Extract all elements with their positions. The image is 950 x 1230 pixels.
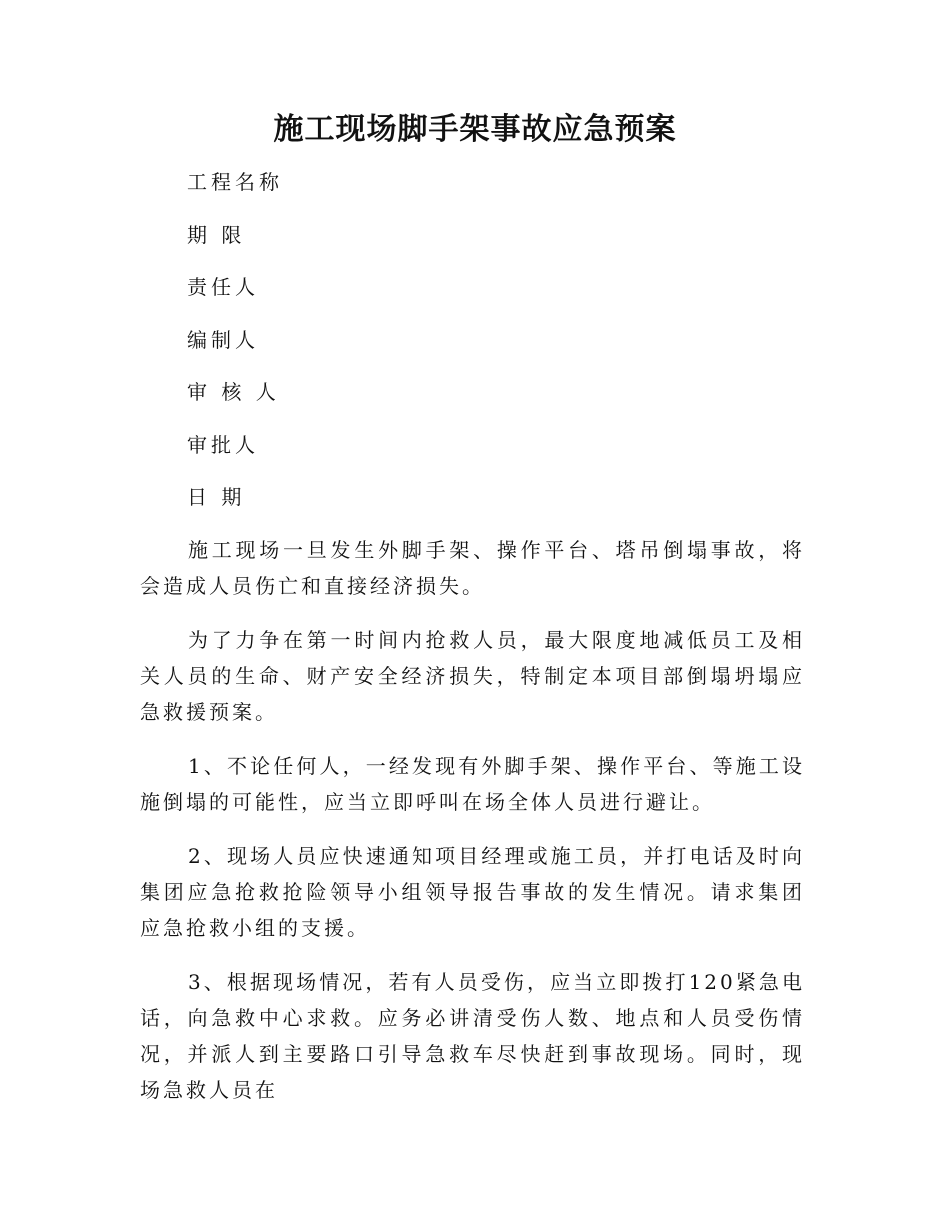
field-approver: 审批人 [187,432,259,457]
field-project-name: 工程名称 [187,170,283,194]
paragraph: 3、根据现场情况，若有人员受伤，应当立即拨打120紧急电话，向急救中心求救。应务必讲清受伤人数、地点和人员受伤情况，并派人到主要路口引导急救车尽快赶到事故现场。同时，现场急救人员在 [140,970,805,1102]
document-info-fields [187,166,283,534]
field-reviewer: 审 核 人 [187,380,280,404]
paragraph: 2、现场人员应快速通知项目经理或施工员，并打电话及时向集团应急抢救抢险领导小组领导报告事故的发生情况。请求集团应急抢救小组的支援。 [140,844,805,940]
paragraph: 施工现场一旦发生外脚手架、操作平台、塔吊倒塌事故，将会造成人员伤亡和直接经济损失。 [140,538,805,598]
field-period: 期 限 [187,222,246,247]
paragraph: 为了力争在第一时间内抢救人员，最大限度地减低员工及相关人员的生命、财产安全经济损失，特制定本项目部倒塌坍塌应急救援预案。 [140,628,805,724]
document-body [140,532,805,1126]
field-responsible-person: 责任人 [187,275,259,299]
field-compiler: 编制人 [187,327,259,352]
field-date: 日 期 [187,485,246,509]
document-title: 施工现场脚手架事故应急预案 [273,112,677,147]
paragraph: 1、不论任何人，一经发现有外脚手架、操作平台、等施工设施倒塌的可能性，应当立即呼叫在场全体人员进行避让。 [140,754,805,814]
